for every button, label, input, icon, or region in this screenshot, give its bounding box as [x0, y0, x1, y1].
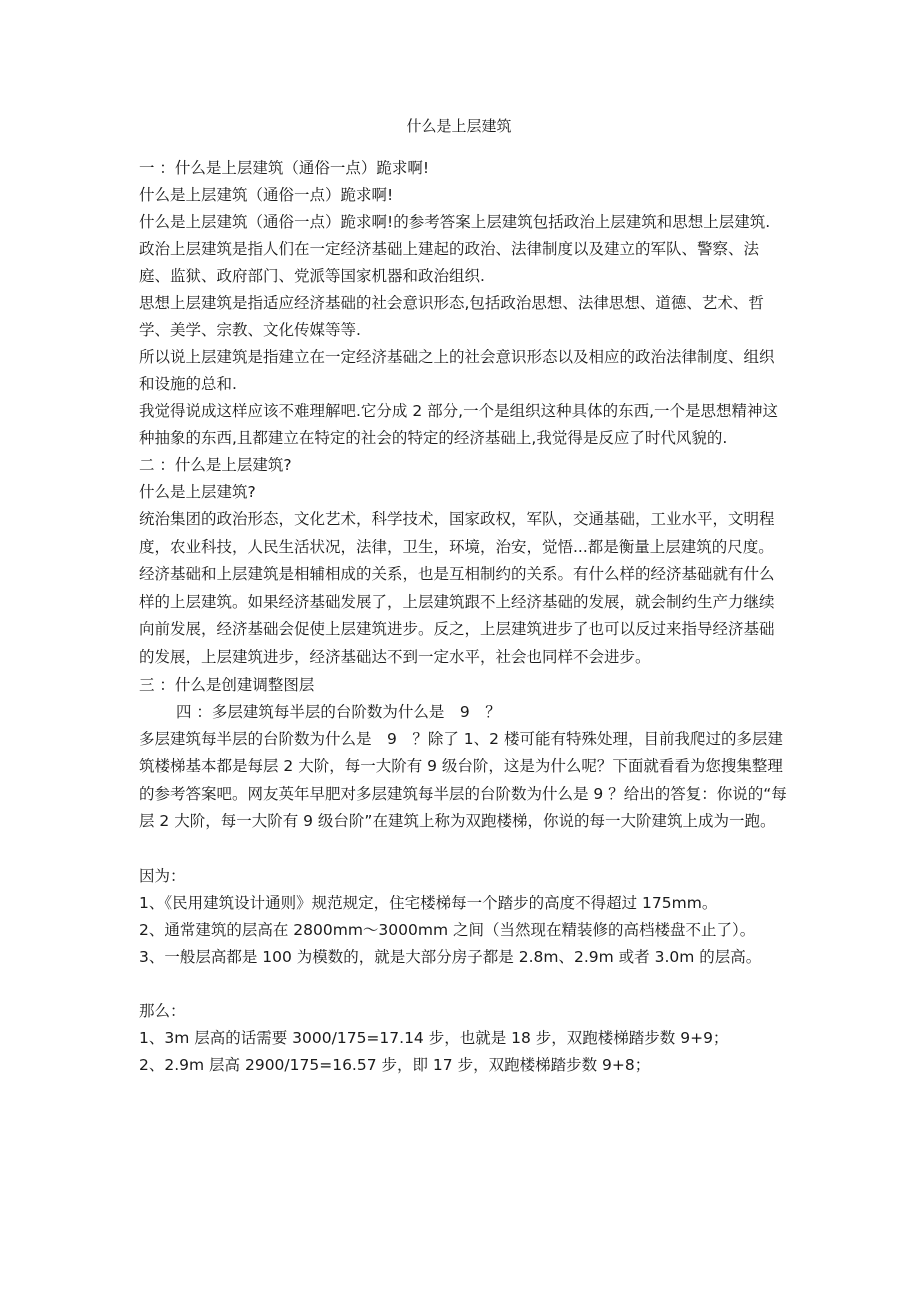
paragraph-q3-heading: 三 ：什么是创建调整图层	[139, 675, 315, 694]
paragraph-summary: 所以说上层建筑是指建立在一定经济基础之上的社会意识形态以及相应的政治法律制度、组织和设施的总和.	[139, 348, 775, 393]
paragraph-therefore: 那么：	[139, 1001, 186, 1020]
paragraph-opinion: 我觉得说成这样应该不难理解吧.它分成 2 部分,一个是组织这种具体的东西,一个是思想精神这种抽象的东西,且都建立在特定的社会的特定的经济基础上,我觉得是反应了时代风貌的.	[139, 402, 778, 447]
paragraph-q4-heading: 四 ：多层建筑每半层的台阶数为什么是 9 ？	[176, 702, 501, 721]
paragraph-q1-repeat: 什么是上层建筑（通俗一点）跪求啊!	[139, 186, 394, 204]
list-item-reason-2: 2、通常建筑的层高在 2800mm～3000mm 之间（当然现在精装修的高档楼盘不止了）。	[139, 920, 756, 939]
blank-line	[139, 836, 789, 863]
list-item-result-2: 2、2.9m 层高 2900/175=16.57 步，即 17 步，双跑楼梯踏步数 9+8；	[139, 1055, 651, 1074]
paragraph-q2-answer: 统治集团的政治形态，文化艺术，科学技术，国家政权，军队，交通基础，工业水平，文明程度，农业科技，人民生活状况，法律，卫生，环境，治安，觉悟...都是衡量上层建筑的尺度。经济基础和上层建筑是相辅相成的关系，也是互相制约的关系。有什么样的经济基础就有什么样的上层建筑。如果经济基础发展了，上层建筑跟不上经济基础的发展，就会制约生产力继续向前发展，经济基础会促使上层建筑进步。反之，上层建筑进步了也可以反过来指导经济基础的发展，上层建筑进步，经济基础达不到一定水平，社会也同样不会进步。	[139, 510, 775, 666]
list-item-result-1: 1、3m 层高的话需要 3000/175=17.14 步，也就是 18 步，双跑楼梯踏步数 9+9；	[139, 1028, 729, 1047]
paragraph-because: 因为：	[139, 866, 186, 885]
paragraph-q1-heading: 一 ：什么是上层建筑（通俗一点）跪求啊!	[139, 159, 430, 177]
paragraph-q4-answer: 多层建筑每半层的台阶数为什么是 9 ？除了 1、2 楼可能有特殊处理，目前我爬过的多层建筑楼梯基本都是每层 2 大阶，每一大阶有 9 级台阶，这是为什么呢？下面就看看为您搜集整理的参考答案吧。网友英年早肥对多层建筑每半层的台阶数为什么是 9 ？给出的答复：你说的“每层 2 大阶，每一大阶有 9 级台阶”在建筑上称为双跑楼梯，你说的每一大阶建筑上成为一跑。	[139, 729, 787, 831]
document-page	[139, 113, 789, 1079]
paragraph-q2-heading: 二 ：什么是上层建筑?	[139, 456, 292, 474]
paragraph-q1-answer: 什么是上层建筑（通俗一点）跪求啊!的参考答案上层建筑包括政治上层建筑和思想上层建筑.	[139, 213, 771, 231]
paragraph-ideological-superstructure: 思想上层建筑是指适应经济基础的社会意识形态,包括政治思想、法律思想、道德、艺术、哲学、美学、宗教、文化传媒等等.	[139, 294, 764, 339]
paragraph-q2-repeat: 什么是上层建筑?	[139, 483, 256, 501]
blank-line	[139, 971, 789, 998]
paragraph-political-superstructure: 政治上层建筑是指人们在一定经济基础上建起的政治、法律制度以及建立的军队、警察、法庭、监狱、政府部门、党派等国家机器和政治组织.	[139, 240, 760, 285]
list-item-reason-1: 1、《民用建筑设计通则》规范规定，住宅楼梯每一个踏步的高度不得超过 175mm。	[139, 893, 718, 912]
list-item-reason-3: 3、一般层高都是 100 为模数的，就是大部分房子都是 2.8m、2.9m 或者 3.0m 的层高。	[139, 947, 762, 966]
document-title: 什么是上层建筑	[406, 117, 512, 135]
